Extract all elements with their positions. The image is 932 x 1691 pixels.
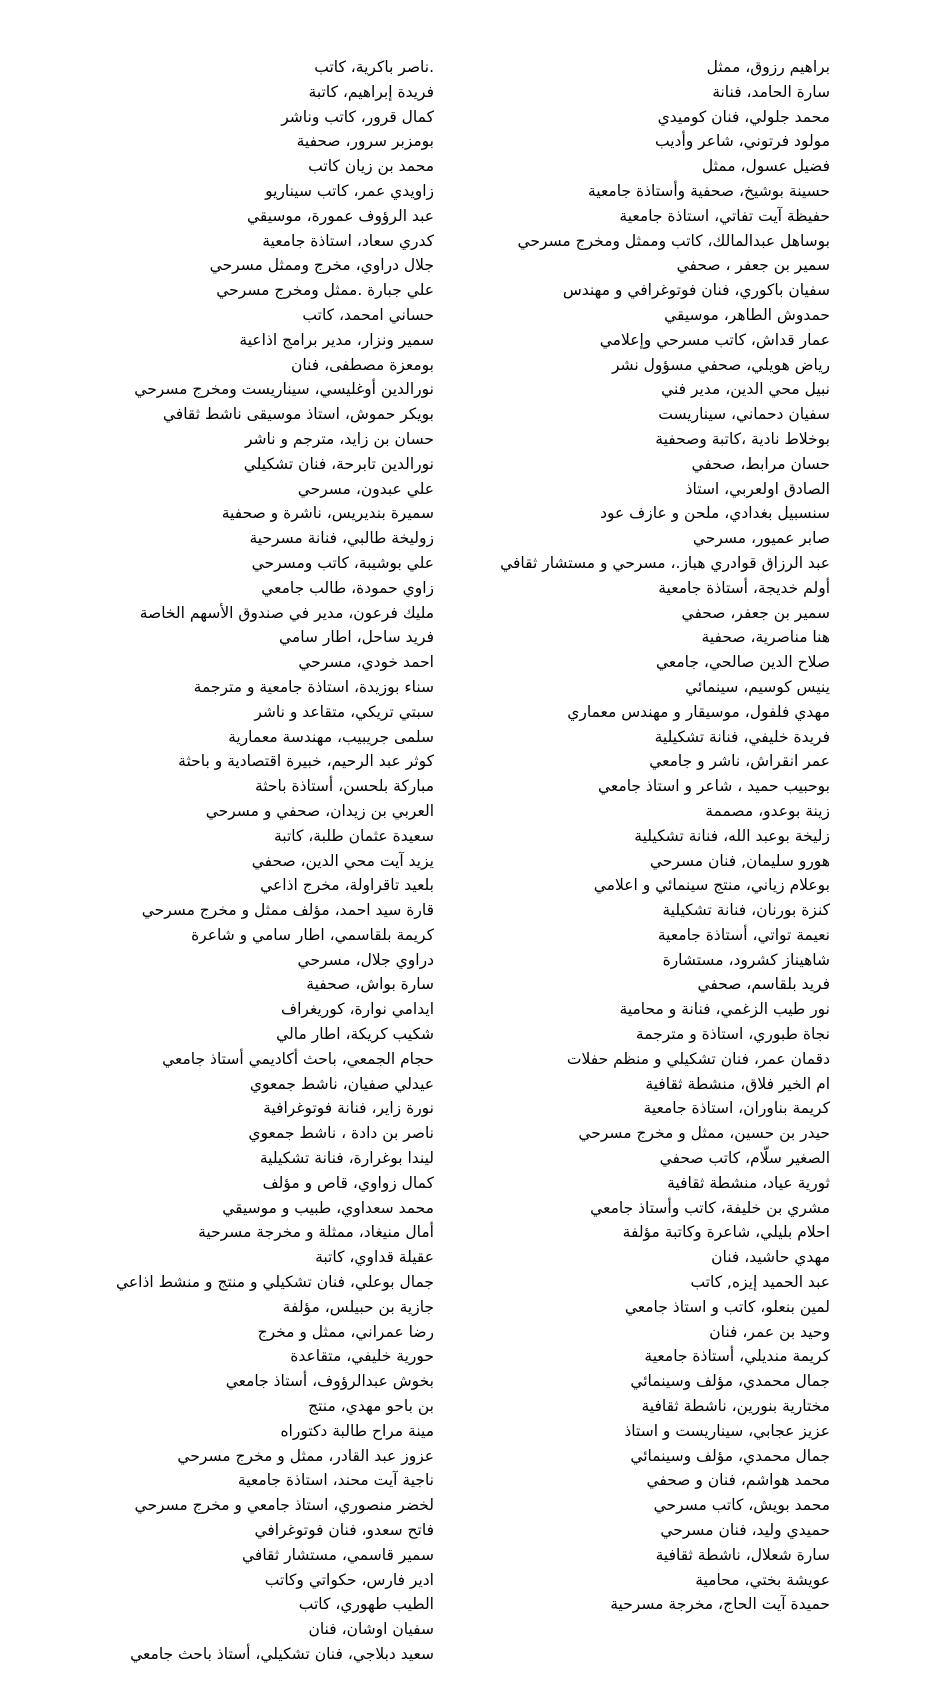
signatory-entry: سمير بن جعفر، صحفي <box>681 603 830 622</box>
signatory-entry: يزيد آيت محي الدين، صحفي <box>251 851 434 870</box>
signatory-entry: زاوي حمودة، طالب جامعي <box>261 578 434 597</box>
signatories-left-column <box>14 55 434 1667</box>
signatory-entry: الطيب طهوري، كاتب <box>298 1595 434 1614</box>
signatory-entry: مختارية بنورين، ناشطة ثقافية <box>641 1397 830 1416</box>
signatory-entry: بويكر حموش، استاذ موسيقى ناشط ثقافي <box>162 405 434 424</box>
signatory-entry: سلمى جريبيب، مهندسة معمارية <box>228 727 434 746</box>
signatory-entry: سمير قاسمي، مستشار ثقافي <box>241 1545 434 1564</box>
signatory-entry: زينة بوعدو، مصممة <box>705 801 830 820</box>
signatory-entry: مهدي حاشيد، فنان <box>711 1248 830 1267</box>
signatory-entry: حسينة بوشيخ، صحفية وأستاذة جامعية <box>587 181 830 200</box>
signatory-entry: حمدوش الطاهر، موسيقي <box>664 305 830 324</box>
signatory-entry: علي بوشيبة، كاتب ومسرحي <box>251 553 434 572</box>
signatory-entry: كنزة بورنان، فنانة تشكيلية <box>662 901 830 920</box>
signatory-entry: عزيز عجابي، سيناريست و استاذ <box>624 1421 830 1440</box>
signatory-entry: فضيل عسول، ممثل <box>701 157 830 176</box>
signatory-entry: فاتح سعدو، فنان فوتوغرافي <box>254 1521 434 1540</box>
signatory-entry: ام الخير فلاق، منشطة ثقافية <box>645 1074 830 1093</box>
signatory-entry: جمال محمدي، مؤلف وسينمائي <box>630 1372 830 1391</box>
signatory-entry: جازية بن حبيلس، مؤلفة <box>282 1297 434 1316</box>
signatory-entry: حورية خليفي، متقاعدة <box>290 1347 434 1366</box>
signatory-entry: ينيس كوسيم، سينمائي <box>685 677 830 696</box>
signatory-entry: عيدلي صفيان، ناشط جمعوي <box>249 1074 434 1093</box>
signatory-entry: سعيدة عثمان طلبة، كاتبة <box>273 826 434 845</box>
signatory-entry: محمد هواشم، فنان و صحفي <box>646 1471 830 1490</box>
signatory-entry: دقمان عمر، فنان تشكيلي و منظم حفلات <box>566 1049 830 1068</box>
signatory-entry: محمد بويش، كاتب مسرحي <box>653 1496 830 1515</box>
signatory-entry: لخضر منصوري، استاذ جامعي و مخرج مسرحي <box>134 1496 434 1515</box>
signatory-entry: حميدة آيت الحاج، مخرجة مسرحية <box>610 1595 830 1614</box>
signatory-entry: حسان بن زايد، مترجم و ناشر <box>245 429 434 448</box>
signatory-entry: سارة بواش، صحفية <box>306 975 434 994</box>
signatory-entry: كريمة بلقاسمي، اطار سامي و شاعرة <box>191 925 434 944</box>
signatory-entry: عزوز عبد القادر، ممثل و مخرج مسرحي <box>177 1446 434 1465</box>
signatory-entry: ايدامي نوارة، كوريغراف <box>281 1000 434 1019</box>
signatory-entry: نبيل محي الدين، مدير فني <box>661 380 830 399</box>
signatory-entry: عبد الرؤوف عمورة، موسيقي <box>246 206 434 225</box>
signatory-entry: مينة مراح طالبة دكتوراه <box>280 1421 434 1440</box>
signatory-entry: احمد خودي، مسرحي <box>298 653 434 672</box>
signatory-entry: سارة شعلال، ناشطة ثقافية <box>655 1545 830 1564</box>
signatory-entry: عمار قداش، كاتب مسرحي وإعلامي <box>599 330 830 349</box>
signatory-entry: وحيد بن عمر، فنان <box>709 1322 830 1341</box>
signatory-entry: سعيد دبلاجي، فنان تشكيلي، أستاذ باحث جامعي <box>130 1645 434 1663</box>
signatory-entry: ادير فارس، حكواتي وكاتب <box>264 1570 434 1589</box>
signatory-entry: حسان مرابط، صحفي <box>691 454 830 473</box>
signatory-entry: زاويدي عمر، كاتب سيناريو <box>265 181 434 200</box>
signatory-entry: مشري بن خليفة، كاتب وأستاذ جامعي <box>590 1198 830 1217</box>
signatory-entry: نورالدين أوغليسي، سيناريست ومخرج مسرحي <box>134 380 434 399</box>
signatory-entry: ليندا بوغرارة، فنانة تشكيلية <box>259 1149 434 1168</box>
signatory-entry: حميدي وليد، فنان مسرحي <box>660 1521 830 1540</box>
signatory-entry: بن باحو مهدي، منتج <box>308 1397 434 1416</box>
signatory-entry: كمال قرور، كاتب وناشر <box>281 107 434 126</box>
signatory-entry: شاهيناز كشرود، مستشارة <box>662 950 830 969</box>
signatory-entry: كريمة بناوران، استاذة جامعية <box>643 1099 830 1118</box>
signatory-entry: براهيم رزوق، ممثل <box>706 58 830 76</box>
signatory-entry: شكيب كريكة، اطار مالي <box>276 1025 434 1044</box>
signatory-entry: .ناصر باكرية، كاتب <box>314 58 434 76</box>
signatory-entry: الصادق اولعربي، استاذ <box>685 479 830 498</box>
signatory-entry: مباركة بلحسن، أستاذة باحثة <box>254 777 434 796</box>
signatory-entry: حساني امحمد، كاتب <box>302 305 434 324</box>
signatory-entry: محمد جلولي، فنان كوميدي <box>657 107 830 126</box>
signatory-entry: سمير بن جعفر ، صحفي <box>676 256 830 275</box>
signatory-entry: مهدي فلفول، موسيقار و مهندس معماري <box>567 702 830 721</box>
signatory-entry: عبد الحميد إيزه, كاتب <box>690 1273 830 1292</box>
signatory-entry: سنسبيل بغدادي، ملحن و عازف عود <box>600 504 830 523</box>
signatory-entry: كمال زواوي، قاص و مؤلف <box>262 1173 434 1192</box>
signatory-entry: لمين بنعلو، كاتب و استاذ جامعي <box>624 1297 830 1316</box>
signatory-entry: بلعيد تاقراولة، مخرج اذاعي <box>260 876 434 895</box>
signatory-entry: صلاح الدين صالحي، جامعي <box>655 653 830 672</box>
signatory-entry: ثورية عياد، منشطة ثقافية <box>667 1173 830 1192</box>
signatory-entry: فريد بلقاسم، صحفي <box>697 975 830 994</box>
signatory-entry: بومعزة مصطفى، فنان <box>290 355 434 374</box>
signatory-entry: عقيلة قداوي، كاتبة <box>315 1248 434 1267</box>
signatory-entry: محمد سعداوي، طبيب و موسيقي <box>222 1198 434 1217</box>
signatory-entry: صابر عميور، مسرحي <box>692 529 830 548</box>
signatory-entry: رياض هويلي، صحفي مسؤول نشر <box>611 355 830 374</box>
signatory-entry: كريمة منديلي، أستاذة جامعية <box>644 1347 830 1366</box>
signatory-entry: سمير ونزار، مدير برامج اذاعية <box>239 330 434 349</box>
signatory-entry: سارة الحامد، فنانة <box>712 82 830 101</box>
signatory-entry: عبد الرزاق قوادري هباز.، مسرحي و مستشار ثقافي <box>500 553 830 572</box>
signatory-entry: بخوش عبدالرؤوف، أستاذ جامعي <box>225 1372 434 1391</box>
signatory-entry: سبتي تريكي، متقاعد و ناشر <box>254 702 434 721</box>
signatory-entry: أولم خديجة، أستاذة جامعية <box>658 578 830 597</box>
signatory-entry: بومزبر سرور، صحفية <box>296 132 434 151</box>
signatory-entry: بوخلاط نادية ،كاتبة وصحفية <box>655 429 830 448</box>
signatory-entry: سميرة بنديريس، ناشرة و صحفية <box>221 504 434 523</box>
signatory-entry: حجام الجمعي، باحث أكاديمي أستاذ جامعي <box>162 1049 434 1068</box>
signatory-entry: جمال محمدي، مؤلف وسينمائي <box>630 1446 830 1465</box>
signatory-entry: جلال دراوي، مخرج وممثل مسرحي <box>209 256 434 275</box>
signatory-entry: عويشة بختي، محامية <box>695 1570 830 1589</box>
signatory-entry: رضا عمراني، ممثل و مخرج <box>257 1322 434 1341</box>
signatory-entry: ناصر بن دادة ، ناشط جمعوي <box>248 1124 434 1143</box>
signatory-entry: حيدر بن حسين، ممثل و مخرج مسرحي <box>578 1124 830 1143</box>
signatory-entry: فريدة إبراهيم، كاتبة <box>308 82 434 101</box>
signatory-entry: قارة سيد احمد، مؤلف ممثل و مخرج مسرحي <box>141 901 434 920</box>
signatory-entry: ناجية آيت محند، استاذة جامعية <box>237 1471 434 1490</box>
signatory-entry: هنا مناصرية، صحفية <box>701 628 830 647</box>
signatory-entry: سفيان باكوري، فنان فوتوغرافي و مهندس <box>562 281 830 300</box>
signatory-entry: زليخة بوعبد الله، فنانة تشكيلية <box>634 826 830 845</box>
signatory-entry: نور طيب الزغمي، فنانة و محامية <box>619 1000 830 1019</box>
signatory-entry: مليك فرعون، مدير في صندوق الأسهم الخاصة <box>139 603 434 622</box>
signatory-entry: فريد ساحل، اطار سامي <box>278 628 434 647</box>
signatory-entry: سفيان اوشان، فنان <box>308 1620 434 1639</box>
signatory-entry: الصغير سلّام، كاتب صحفي <box>659 1149 830 1168</box>
signatories-right-column <box>450 55 830 1617</box>
signatory-entry: عمر انقراش، ناشر و جامعي <box>649 752 830 771</box>
signatory-entry: العربي بن زيدان، صحفي و مسرحي <box>205 801 434 820</box>
signatory-entry: دراوي جلال، مسرحي <box>297 950 434 969</box>
signatory-entry: أمال منيغاد، ممثلة و مخرجة مسرحية <box>198 1223 434 1242</box>
signatory-entry: محمد بن زيان كاتب <box>308 157 434 176</box>
signatory-entry: هورو سليمان, فنان مسرحي <box>649 851 830 870</box>
signatory-entry: بوساهل عبدالمالك، كاتب وممثل ومخرج مسرحي <box>517 231 830 250</box>
signatory-entry: نجاة طبوري، استاذة و مترجمة <box>635 1025 830 1044</box>
signatory-entry: زوليخة طالبي، فنانة مسرحية <box>249 529 434 548</box>
signatory-entry: علي عبدون، مسرحي <box>297 479 434 498</box>
signatory-entry: كدري سعاد، استاذة جامعية <box>262 231 434 250</box>
signatory-entry: حفيظة آيت تفاتي، استاذة جامعية <box>619 206 830 225</box>
signatory-entry: مولود فرتوني، شاعر وأديب <box>655 132 830 151</box>
signatory-entry: علي جبارة .ممثل ومخرج مسرحي <box>216 281 434 300</box>
signatory-entry: نعيمة تواتي، أستاذة جامعية <box>657 925 830 944</box>
signatory-entry: سناء بوزيدة، استاذة جامعية و مترجمة <box>193 677 434 696</box>
signatory-entry: بوعلام زياني، منتج سينمائي و اعلامي <box>593 876 830 895</box>
signatory-entry: نورة زاير، فنانة فوتوغرافية <box>263 1099 434 1118</box>
signatory-entry: نورالدين تابرحة، فنان تشكيلي <box>243 454 434 473</box>
signatory-entry: بوحبيب حميد ، شاعر و استاذ جامعي <box>598 777 830 796</box>
signatory-entry: فريدة خليفي، فنانة تشكيلية <box>654 727 830 746</box>
signatory-entry: احلام بليلي، شاعرة وكاتبة مؤلفة <box>622 1223 830 1242</box>
signatory-entry: سفيان دحماني، سيناريست <box>658 405 830 424</box>
signatory-entry: جمال بوعلي، فنان تشكيلي و منتج و منشط اذاعي <box>115 1273 434 1292</box>
signatory-entry: كوثر عبد الرحيم، خبيرة اقتصادية و باحثة <box>178 752 434 771</box>
